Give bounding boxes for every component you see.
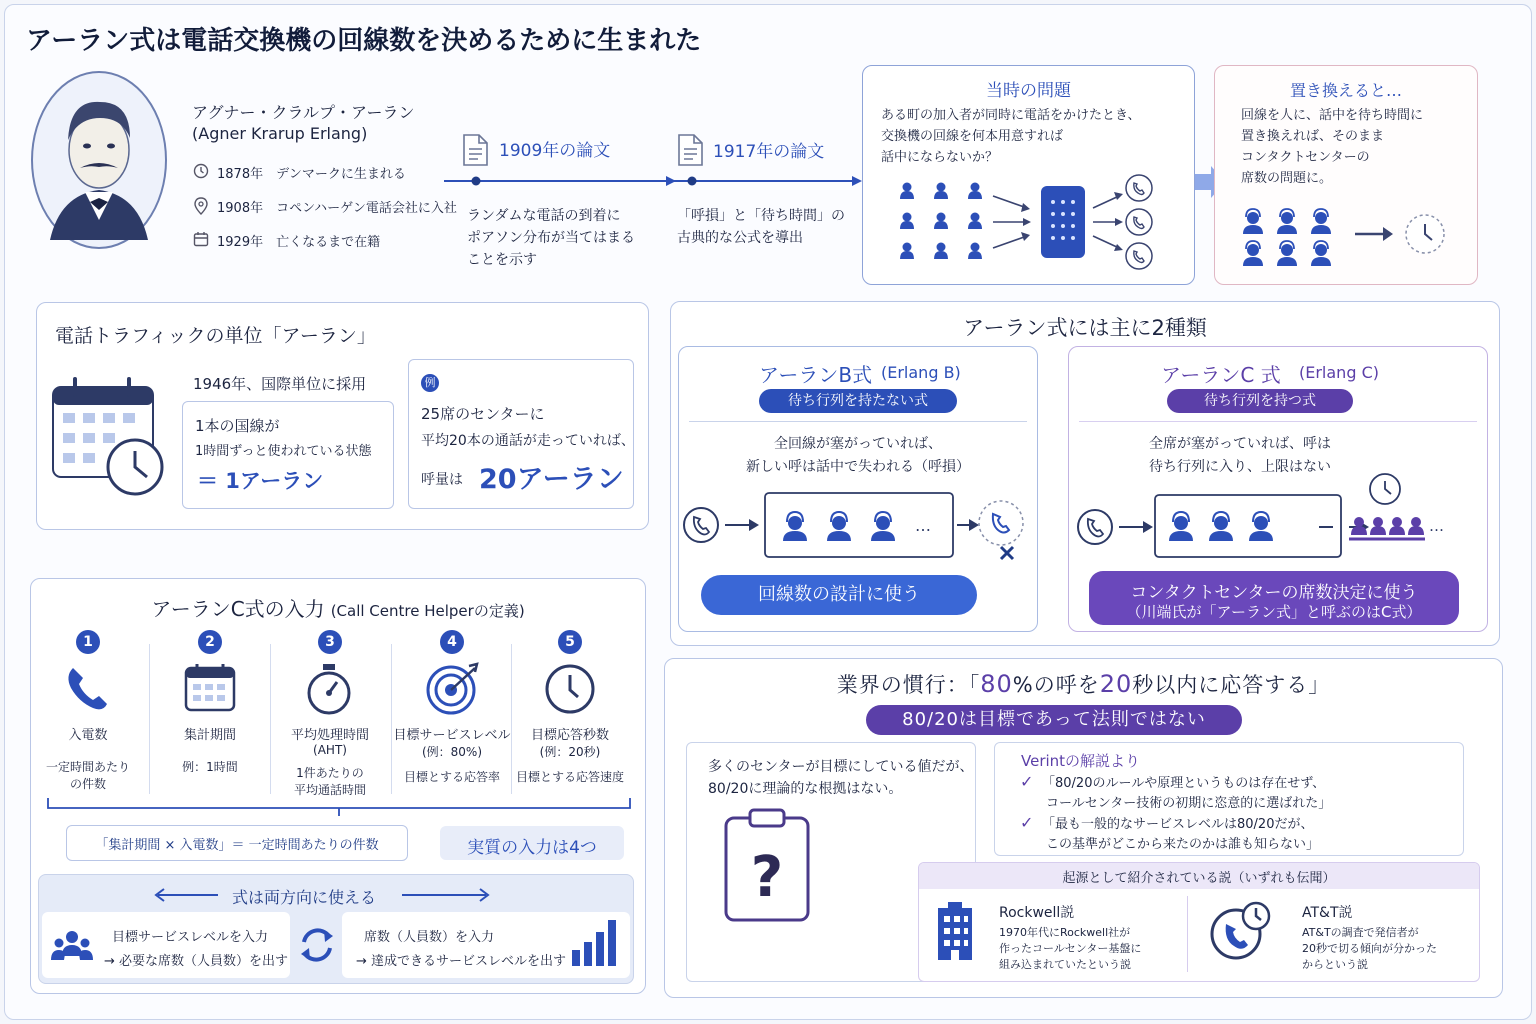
rockwell-desc-3: 組み込まれていたという説 xyxy=(999,958,1131,971)
bidir-title: 式は両方向に使える xyxy=(232,888,377,907)
replace-desc-3: コンタクトセンターの xyxy=(1241,150,1370,165)
input-label: 目標サービスレベル xyxy=(393,728,511,743)
page-title: アーラン式は電話交換機の回線数を決めるために生まれた xyxy=(26,26,702,56)
inputs-subtitle: (Call Centre Helperの定義) xyxy=(330,602,525,620)
practice-title-20: 20 xyxy=(1099,670,1133,698)
dir1-line-1: 目標サービスレベルを入力 xyxy=(112,930,269,945)
document-icon xyxy=(676,133,704,171)
input-label: 目標応答秒数 xyxy=(530,728,609,743)
check-icon: ✓ xyxy=(1020,813,1034,832)
input-desc: の件数 xyxy=(69,777,106,791)
svg-text:…: … xyxy=(1429,517,1444,535)
portrait xyxy=(30,70,168,254)
quote-1-line-2: コールセンター技術の初期に恣意的に選ばれた」 xyxy=(1046,796,1332,811)
att-desc-3: からという説 xyxy=(1302,958,1368,971)
step-number-badge: 3 xyxy=(318,630,342,654)
erlang-c-tag: 待ち行列を持つ式 xyxy=(1167,389,1353,413)
erlang-c-queue-diagram xyxy=(1069,473,1489,563)
erlang-c-use-2: （川端氏が「アーラン式」と呼ぶのはC式） xyxy=(1126,603,1422,621)
erlang-c-name: アーランC 式 xyxy=(1161,363,1281,387)
document-icon xyxy=(461,133,489,171)
input-desc: 例：1時間 xyxy=(182,760,238,774)
step-number-badge: 5 xyxy=(558,630,582,654)
input-label: 入電数 xyxy=(68,728,108,743)
practice-title-80: 80 xyxy=(980,670,1013,698)
essential-text: 実質の入力は4つ xyxy=(467,838,597,858)
input-desc: 目標とする応答率 xyxy=(403,770,500,784)
calendar-clock-icon xyxy=(51,377,167,497)
target-icon xyxy=(425,662,481,720)
erlang-b-desc-2: 新しい呼は話中で失われる（呼損） xyxy=(746,459,970,475)
profile-event-1: 1878年 デンマークに生まれる xyxy=(217,167,406,182)
problem-desc-2: 交換機の回線を何本用意すれば xyxy=(881,129,1064,144)
bar-chart-icon xyxy=(570,916,620,972)
erlang-c-card xyxy=(1068,346,1488,632)
unit-ex-value: 20アーラン xyxy=(479,464,624,495)
svg-text:?: ? xyxy=(750,845,784,910)
unit-def-line-1: 1本の国線が xyxy=(195,417,280,435)
agents-to-wait-diagram xyxy=(1239,204,1461,274)
problem-card xyxy=(862,65,1195,285)
replace-title: 置き換えると… xyxy=(1289,81,1402,100)
phone-icon xyxy=(61,662,113,718)
practice-banner: 80/20は目標であって法則ではない xyxy=(866,705,1242,735)
subscribers-to-exchange-diagram xyxy=(893,178,1183,270)
unit-ex-prefix: 呼量は xyxy=(421,472,463,488)
profile-event-2: 1908年 コペンハーゲン電話会社に入社 xyxy=(217,201,457,216)
origin-title: 起源として紹介されている説（いずれも伝聞） xyxy=(1062,871,1336,886)
profile-name-en: (Agner Krarup Erlang) xyxy=(192,124,368,143)
erlang-b-card xyxy=(678,346,1038,632)
calendar-icon xyxy=(193,231,209,251)
building-icon xyxy=(930,900,980,966)
check-icon: ✓ xyxy=(1020,772,1034,791)
input-sublabel: (例：80%) xyxy=(421,745,483,759)
stopwatch-icon xyxy=(303,662,355,720)
quote-2-line-1: 「最も一般的なサービスレベルは80/20だが、 xyxy=(1042,817,1314,832)
timeline-desc-1909-1: ランダムな電話の到着に xyxy=(467,208,621,224)
example-badge: 例 xyxy=(421,374,439,392)
practice-left-2: 80/20に理論的な根拠はない。 xyxy=(708,781,903,797)
unit-adopted: 1946年、国際単位に採用 xyxy=(193,375,367,393)
input-sublabel: (例：20秒) xyxy=(539,745,601,759)
profile-name-ja: アグナー・クラルプ・アーラン xyxy=(192,103,415,122)
inputs-title xyxy=(31,593,645,622)
profile-event-3: 1929年 亡くなるまで在籍 xyxy=(217,235,381,250)
rockwell-title: Rockwell説 xyxy=(999,905,1075,921)
att-desc-1: AT&Tの調査で発信者が xyxy=(1302,926,1419,939)
divider xyxy=(1079,421,1477,422)
step-number-badge: 1 xyxy=(76,630,100,654)
divider xyxy=(1187,896,1188,972)
step-number-badge: 2 xyxy=(198,630,222,654)
erlang-c-desc-2: 待ち行列に入り、上限はない xyxy=(1149,459,1331,475)
unit-def-line-2: 1時間ずっと使われている状態 xyxy=(195,444,372,459)
unit-title: 電話トラフィックの単位「アーラン」 xyxy=(55,325,376,347)
att-title: AT&T説 xyxy=(1302,905,1353,921)
quote-1-line-1: 「80/20のルールや原理というものは存在せず、 xyxy=(1042,776,1326,791)
replace-card xyxy=(1214,65,1478,285)
unit-ex-line-1: 25席のセンターに xyxy=(421,405,545,423)
clipboard-question-icon xyxy=(722,808,812,926)
replace-desc-1: 回線を人に、話中を待ち時間に xyxy=(1241,108,1424,123)
unit-def-result: ＝ 1アーラン xyxy=(197,469,324,493)
timeline-desc-1909-3: ことを示す xyxy=(467,252,537,268)
rockwell-desc-2: 作ったコールセンター基盤に xyxy=(999,942,1142,955)
erlang-b-loss-diagram xyxy=(679,487,1039,567)
replace-desc-2: 置き換えれば、そのまま xyxy=(1241,129,1385,144)
clock-icon xyxy=(543,662,597,720)
formula-text: 「集計期間 × 入電数」＝ 一定時間あたりの件数 xyxy=(95,838,379,853)
refresh-cycle-icon xyxy=(296,924,338,970)
dir1-line-2: → 必要な席数（人員数）を出す xyxy=(104,954,289,969)
location-pin-icon xyxy=(193,197,209,219)
input-desc: 平均通話時間 xyxy=(293,783,366,797)
input-desc: 目標とする応答速度 xyxy=(515,770,624,784)
unit-ex-line-2: 平均20本の通話が走っていれば、 xyxy=(421,433,635,449)
input-desc: 1件あたりの xyxy=(296,766,364,780)
practice-title-c: %の呼を xyxy=(1012,673,1100,697)
svg-text:…: … xyxy=(915,516,931,535)
types-title: アーラン式には主に2種類 xyxy=(963,316,1207,340)
quote-2-line-2: この基準がどこから来たのかは誰も知らない」 xyxy=(1046,837,1320,852)
timeline-desc-1917-1: 「呼損」と「待ち時間」の xyxy=(677,208,845,224)
practice-title xyxy=(665,669,1502,699)
replace-desc-4: 席数の問題に。 xyxy=(1241,171,1333,186)
erlang-b-tag: 待ち行列を持たない式 xyxy=(759,389,957,413)
erlang-c-desc-1: 全席が塞がっていれば、呼は xyxy=(1149,436,1331,452)
timeline-desc-1917-2: 古典的な公式を導出 xyxy=(677,230,803,246)
erlang-b-desc-1: 全回線が塞がっていれば、 xyxy=(774,436,942,452)
input-desc: 一定時間あたり xyxy=(45,760,130,774)
inputs-title-main: アーランC式の入力 xyxy=(151,597,325,621)
timeline-desc-1909-2: ポアソン分布が当てはまる xyxy=(467,230,635,246)
timeline-title-1909: 1909年の論文 xyxy=(499,141,611,161)
erlang-b-use: 回線数の設計に使う xyxy=(701,575,977,615)
dir2-line-2: → 達成できるサービスレベルを出す xyxy=(356,954,567,969)
problem-title: 当時の問題 xyxy=(986,81,1071,101)
divider xyxy=(689,421,1027,422)
phone-clock-icon xyxy=(1208,900,1274,966)
att-desc-2: 20秒で切る傾向が分かった xyxy=(1302,942,1437,955)
input-label: 平均処理時間 xyxy=(290,728,369,743)
input-sublabel: (AHT) xyxy=(313,743,347,757)
practice-title-e: 秒以内に応答する」 xyxy=(1132,673,1331,697)
erlang-b-en: (Erlang B) xyxy=(881,363,961,382)
unit-card xyxy=(36,302,649,530)
erlang-b-name: アーランB式 xyxy=(759,363,873,387)
problem-desc-1: ある町の加入者が同時に電話をかけたとき、 xyxy=(881,108,1141,123)
people-group-icon xyxy=(50,928,94,968)
clock-icon xyxy=(193,163,209,183)
practice-title-a: 業界の慣行：「 xyxy=(836,673,981,697)
problem-desc-3: 話中にならないか？ xyxy=(881,150,999,165)
step-number-badge: 4 xyxy=(440,630,464,654)
timeline-line xyxy=(444,170,864,194)
rockwell-desc-1: 1970年代にRockwell社が xyxy=(999,926,1131,939)
timeline-title-1917: 1917年の論文 xyxy=(713,142,825,162)
practice-left-1: 多くのセンターが目標にしている値だが、 xyxy=(708,759,974,775)
input-label: 集計期間 xyxy=(183,728,236,743)
verint-title: Verintの解説より xyxy=(1021,752,1141,770)
erlang-c-use-1: コンタクトセンターの席数決定に使う xyxy=(1130,583,1418,603)
inputs-bracket xyxy=(46,798,632,820)
calendar-icon xyxy=(183,662,237,718)
erlang-c-en: (Erlang C) xyxy=(1299,363,1379,382)
dir2-line-1: 席数（人員数）を入力 xyxy=(364,930,495,945)
